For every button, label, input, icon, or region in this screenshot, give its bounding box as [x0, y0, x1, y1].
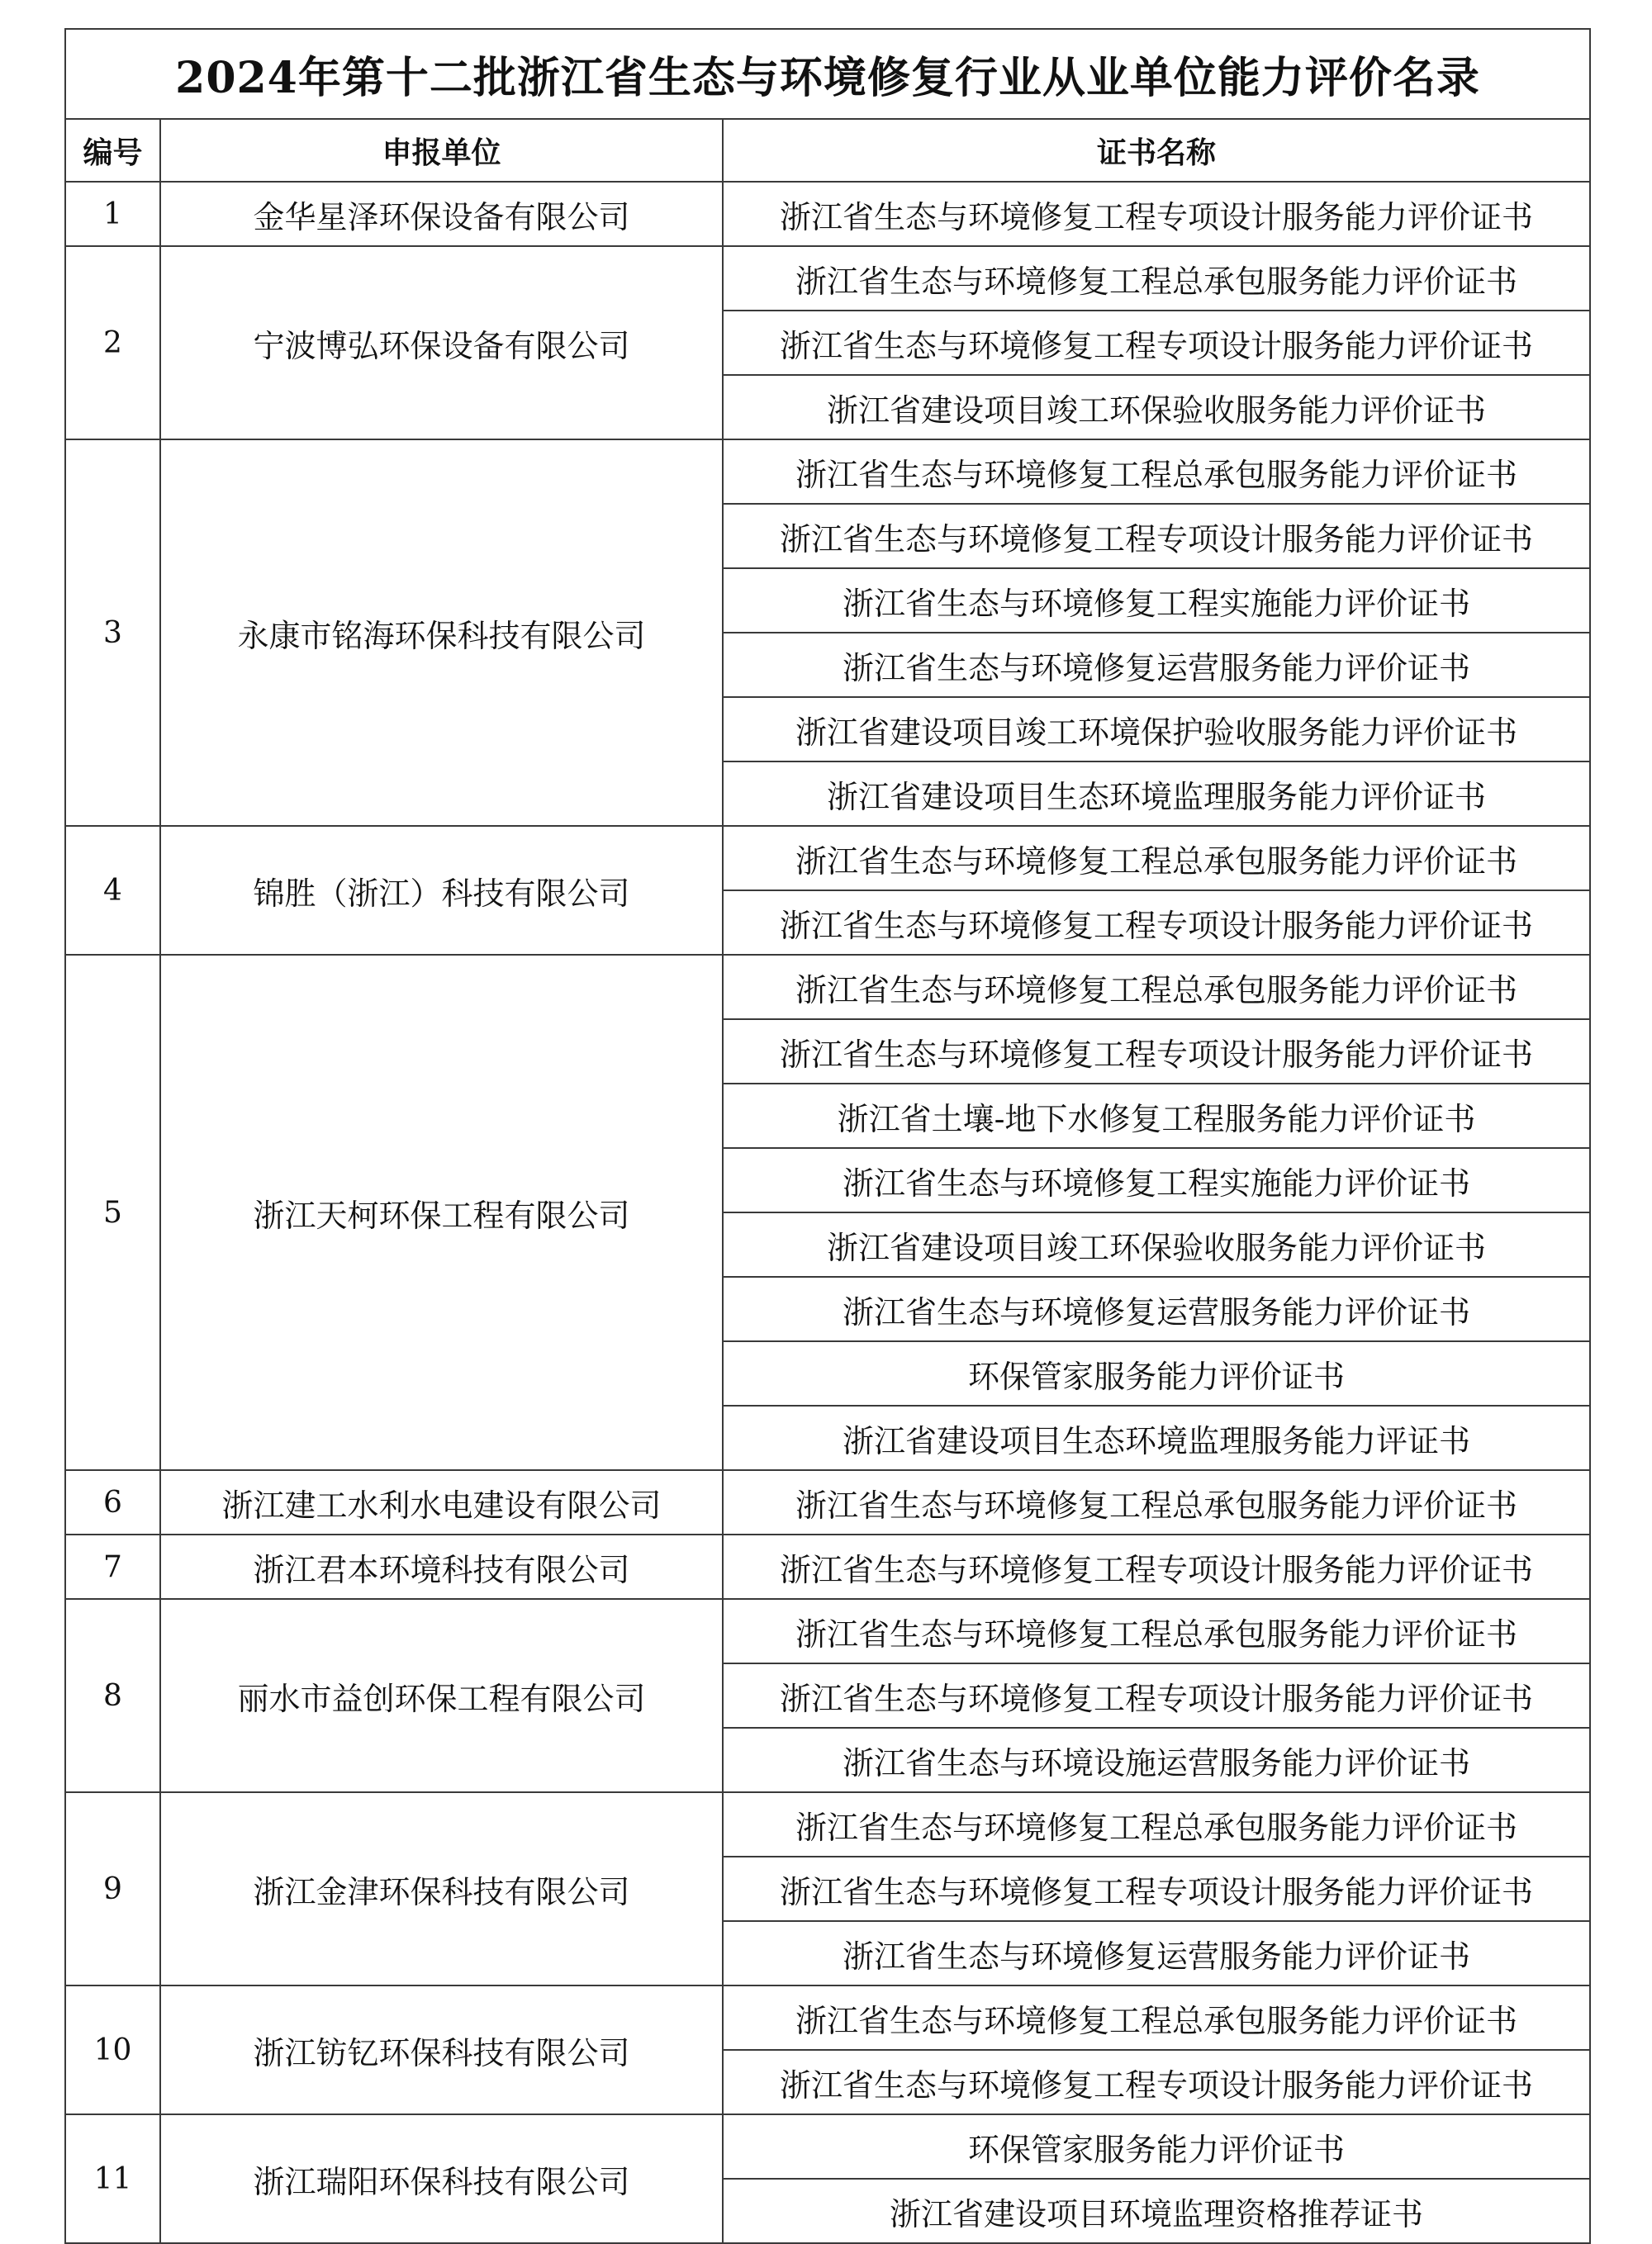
column-header-number: 编号: [65, 119, 160, 182]
certificate-name: 浙江省生态与环境修复工程专项设计服务能力评价证书: [723, 890, 1590, 955]
roster-body: [65, 182, 1590, 2243]
entry-number: 6: [65, 1470, 160, 1535]
table-row: [65, 1599, 1590, 1663]
entry-unit-name: 浙江君本环境科技有限公司: [160, 1535, 723, 1599]
table-row: [65, 246, 1590, 311]
certificate-name: 浙江省生态与环境修复工程总承包服务能力评价证书: [723, 826, 1590, 890]
certificate-name: 浙江省建设项目生态环境监理服务能力评价证书: [723, 761, 1590, 826]
table-row: [65, 955, 1590, 1019]
column-header-unit: 申报单位: [160, 119, 723, 182]
certificate-name: 浙江省建设项目生态环境监理服务能力评证书: [723, 1406, 1590, 1470]
certificate-name: 浙江省生态与环境修复工程专项设计服务能力评价证书: [723, 1857, 1590, 1921]
certificate-name: 浙江省建设项目竣工环保验收服务能力评价证书: [723, 375, 1590, 439]
entry-unit-name: 丽水市益创环保工程有限公司: [160, 1599, 723, 1792]
certificate-name: 浙江省生态与环境修复工程总承包服务能力评价证书: [723, 1792, 1590, 1857]
certificate-name: 环保管家服务能力评价证书: [723, 2114, 1590, 2179]
certificate-name: 浙江省建设项目竣工环境保护验收服务能力评价证书: [723, 697, 1590, 761]
certificate-name: 浙江省生态与环境修复运营服务能力评价证书: [723, 633, 1590, 697]
entry-number: 4: [65, 826, 160, 955]
roster-table: [64, 28, 1591, 2244]
certificate-name: 浙江省生态与环境修复工程专项设计服务能力评价证书: [723, 2050, 1590, 2114]
certificate-name: 浙江省生态与环境修复工程总承包服务能力评价证书: [723, 246, 1590, 311]
certificate-name: 浙江省土壤-地下水修复工程服务能力评价证书: [723, 1084, 1590, 1148]
certificate-name: 浙江省生态与环境设施运营服务能力评价证书: [723, 1728, 1590, 1792]
entry-number: 8: [65, 1599, 160, 1792]
document-title: 2024年第十二批浙江省生态与环境修复行业从业单位能力评价名录: [65, 29, 1590, 119]
entry-number: 10: [65, 1985, 160, 2114]
entry-number: 11: [65, 2114, 160, 2243]
table-row: [65, 1470, 1590, 1535]
entry-number: 1: [65, 182, 160, 246]
certificate-name: 浙江省生态与环境修复工程实施能力评价证书: [723, 1148, 1590, 1212]
certificate-name: 浙江省生态与环境修复工程专项设计服务能力评价证书: [723, 504, 1590, 568]
entry-unit-name: 浙江钫钇环保科技有限公司: [160, 1985, 723, 2114]
certificate-name: 浙江省生态与环境修复工程专项设计服务能力评价证书: [723, 182, 1590, 246]
certificate-name: 浙江省生态与环境修复工程专项设计服务能力评价证书: [723, 1019, 1590, 1084]
entry-unit-name: 金华星泽环保设备有限公司: [160, 182, 723, 246]
table-row: [65, 1535, 1590, 1599]
certificate-name: 浙江省生态与环境修复工程专项设计服务能力评价证书: [723, 311, 1590, 375]
certificate-name: 环保管家服务能力评价证书: [723, 1341, 1590, 1406]
certificate-name: 浙江省建设项目竣工环保验收服务能力评价证书: [723, 1212, 1590, 1277]
table-row: [65, 2114, 1590, 2179]
table-row: [65, 182, 1590, 246]
table-row: [65, 439, 1590, 504]
certificate-name: 浙江省生态与环境修复工程总承包服务能力评价证书: [723, 955, 1590, 1019]
certificate-name: 浙江省生态与环境修复工程总承包服务能力评价证书: [723, 1985, 1590, 2050]
table-row: [65, 1792, 1590, 1857]
title-row: [65, 29, 1590, 119]
entry-number: 2: [65, 246, 160, 439]
entry-number: 7: [65, 1535, 160, 1599]
certificate-name: 浙江省生态与环境修复工程专项设计服务能力评价证书: [723, 1663, 1590, 1728]
entry-unit-name: 宁波博弘环保设备有限公司: [160, 246, 723, 439]
entry-number: 9: [65, 1792, 160, 1985]
certificate-name: 浙江省生态与环境修复工程总承包服务能力评价证书: [723, 1470, 1590, 1535]
column-header-certificate: 证书名称: [723, 119, 1590, 182]
certificate-name: 浙江省生态与环境修复运营服务能力评价证书: [723, 1277, 1590, 1341]
entry-unit-name: 永康市铭海环保科技有限公司: [160, 439, 723, 826]
entry-unit-name: 浙江瑞阳环保科技有限公司: [160, 2114, 723, 2243]
entry-unit-name: 浙江金津环保科技有限公司: [160, 1792, 723, 1985]
certificate-name: 浙江省生态与环境修复工程实施能力评价证书: [723, 568, 1590, 633]
certificate-name: 浙江省建设项目环境监理资格推荐证书: [723, 2179, 1590, 2243]
certificate-name: 浙江省生态与环境修复运营服务能力评价证书: [723, 1921, 1590, 1985]
entry-unit-name: 锦胜（浙江）科技有限公司: [160, 826, 723, 955]
entry-number: 5: [65, 955, 160, 1470]
table-row: [65, 826, 1590, 890]
entry-unit-name: 浙江天柯环保工程有限公司: [160, 955, 723, 1470]
certificate-name: 浙江省生态与环境修复工程总承包服务能力评价证书: [723, 439, 1590, 504]
table-row: [65, 1985, 1590, 2050]
entry-unit-name: 浙江建工水利水电建设有限公司: [160, 1470, 723, 1535]
certificate-name: 浙江省生态与环境修复工程总承包服务能力评价证书: [723, 1599, 1590, 1663]
certificate-name: 浙江省生态与环境修复工程专项设计服务能力评价证书: [723, 1535, 1590, 1599]
entry-number: 3: [65, 439, 160, 826]
header-row: [65, 119, 1590, 182]
